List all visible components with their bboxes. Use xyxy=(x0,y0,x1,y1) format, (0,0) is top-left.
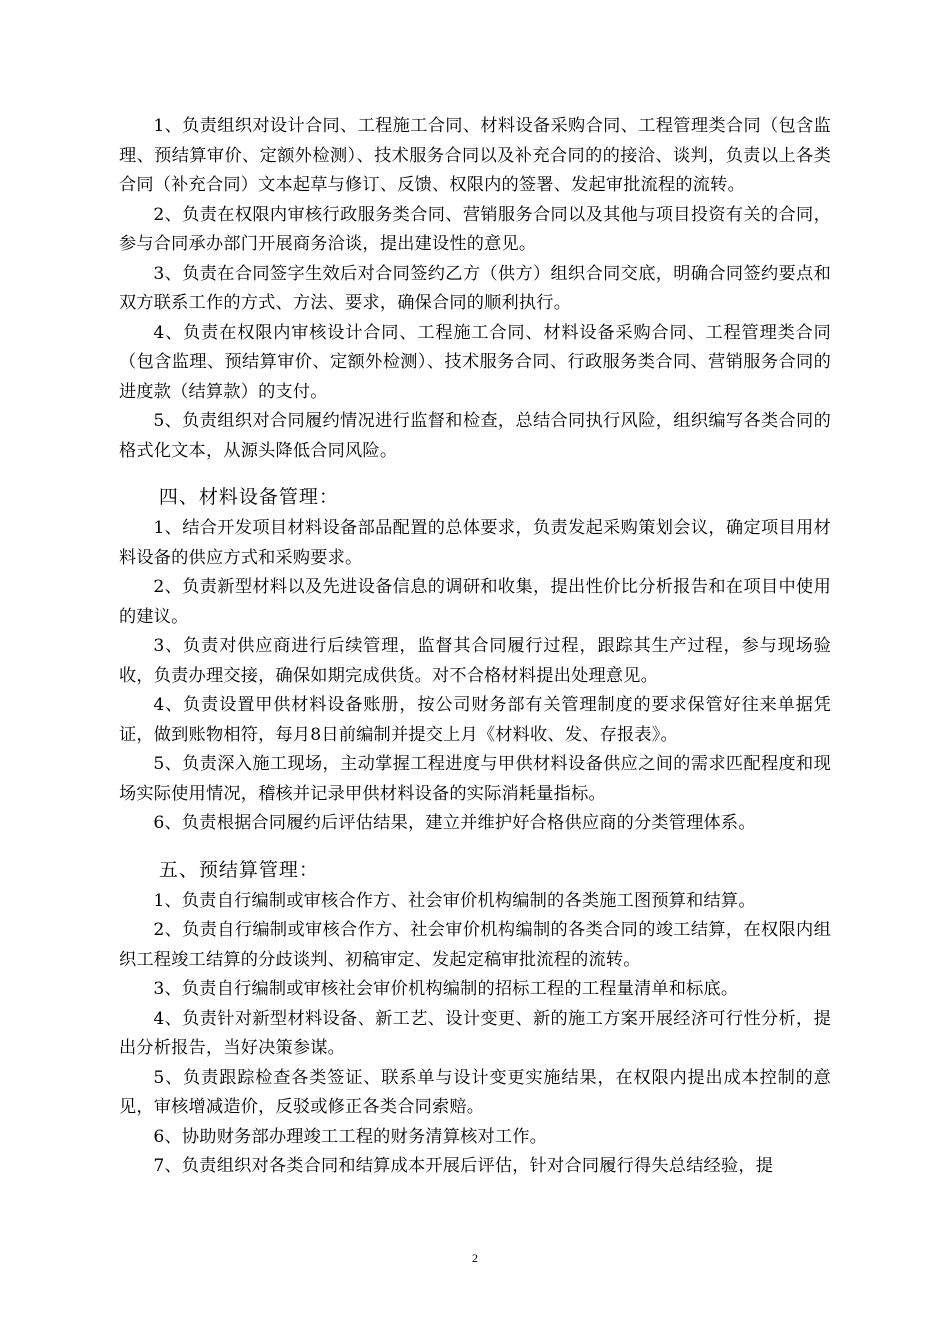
paragraph: 1、负责自行编制或审核合作方、社会审价机构编制的各类施工图预算和结算。 xyxy=(153,890,756,911)
paragraph: 5、负责组织对合同履约情况进行监督和检查，总结合同执行风险，组织编写各类合同的格式化文本，从源头降低合同风险。 xyxy=(119,411,831,461)
paragraph: 3、负责对供应商进行后续管理，监督其合同履行过程，跟踪其生产过程，参与现场验收，负责办理交接，确保如期完成供货。对不合格材料提出处理意见。 xyxy=(119,636,831,686)
paragraph: 1、结合开发项目材料设备部品配置的总体要求，负责发起采购策划会议，确定项目用材料设备的供应方式和采购要求。 xyxy=(119,518,831,568)
paragraph: 2、负责自行编制或审核合作方、社会审价机构编制的各类合同的竣工结算，在权限内组织工程竣工结算的分歧谈判、初稿审定、发起定稿审批流程的流转。 xyxy=(119,920,831,970)
paragraph: 5、负责跟踪检查各类签证、联系单与设计变更实施结果，在权限内提出成本控制的意见，审核增减造价，反驳或修正各类合同索赔。 xyxy=(119,1067,831,1117)
section-budget-settlement xyxy=(119,855,831,1182)
paragraph: 3、负责自行编制或审核社会审价机构编制的招标工程的工程量清单和标底。 xyxy=(153,979,739,999)
paragraph: 6、负责根据合同履约后评估结果，建立并维护好合格供应商的分类管理体系。 xyxy=(153,813,756,833)
paragraph: 4、负责针对新型材料设备、新工艺、设计变更、新的施工方案开展经济可行性分析，提出分析报告，当好决策参谋。 xyxy=(119,1008,831,1058)
section-heading: 四、材料设备管理： xyxy=(158,486,339,508)
paragraph: 5、负责深入施工现场，主动掌握工程进度与甲供材料设备供应之间的需求匹配程度和现场实际使用情况，稽核并记录甲供材料设备的实际消耗量指标。 xyxy=(119,754,831,804)
section-materials-equipment xyxy=(119,482,831,839)
paragraph: 4、负责在权限内审核设计合同、工程施工合同、材料设备采购合同、工程管理类合同（包含监理、预结算审价、定额外检测）、技术服务合同、行政服务类合同、营销服务合同的进度款（结算款）的支付。 xyxy=(119,322,831,402)
section-heading: 五、预结算管理： xyxy=(158,858,319,881)
document-body xyxy=(119,112,831,1182)
paragraph: 6、协助财务部办理竣工工程的财务清算核对工作。 xyxy=(153,1126,548,1147)
paragraph: 1、负责组织对设计合同、工程施工合同、材料设备采购合同、工程管理类合同（包含监理、预结算审价、定额外检测）、技术服务合同以及补充合同的的接洽、谈判，负责以上各类合同（补充合同）文本起草与修订、反馈、权限内的签署、发起审批流程的流转。 xyxy=(119,116,831,195)
section-contract-management xyxy=(119,112,831,466)
paragraph: 2、负责新型材料以及先进设备信息的调研和收集，提出性价比分析报告和在项目中使用的建议。 xyxy=(119,577,831,627)
page-number: 2 xyxy=(472,1251,478,1265)
paragraph: 4、负责设置甲供材料设备账册，按公司财务部有关管理制度的要求保管好往来单据凭证，做到账物相符，每月8日前编制并提交上月《材料收、发、存报表》。 xyxy=(119,695,831,745)
paragraph: 2、负责在权限内审核行政服务类合同、营销服务合同以及其他与项目投资有关的合同，参与合同承办部门开展商务洽谈，提出建设性的意见。 xyxy=(119,204,831,254)
paragraph: 7、负责组织对各类合同和结算成本开展后评估，针对合同履行得失总结经验，提 xyxy=(153,1156,774,1176)
paragraph: 3、负责在合同签字生效后对合同签约乙方（供方）组织合同交底，明确合同签约要点和双方联系工作的方式、方法、要求，确保合同的顺利执行。 xyxy=(119,263,831,313)
